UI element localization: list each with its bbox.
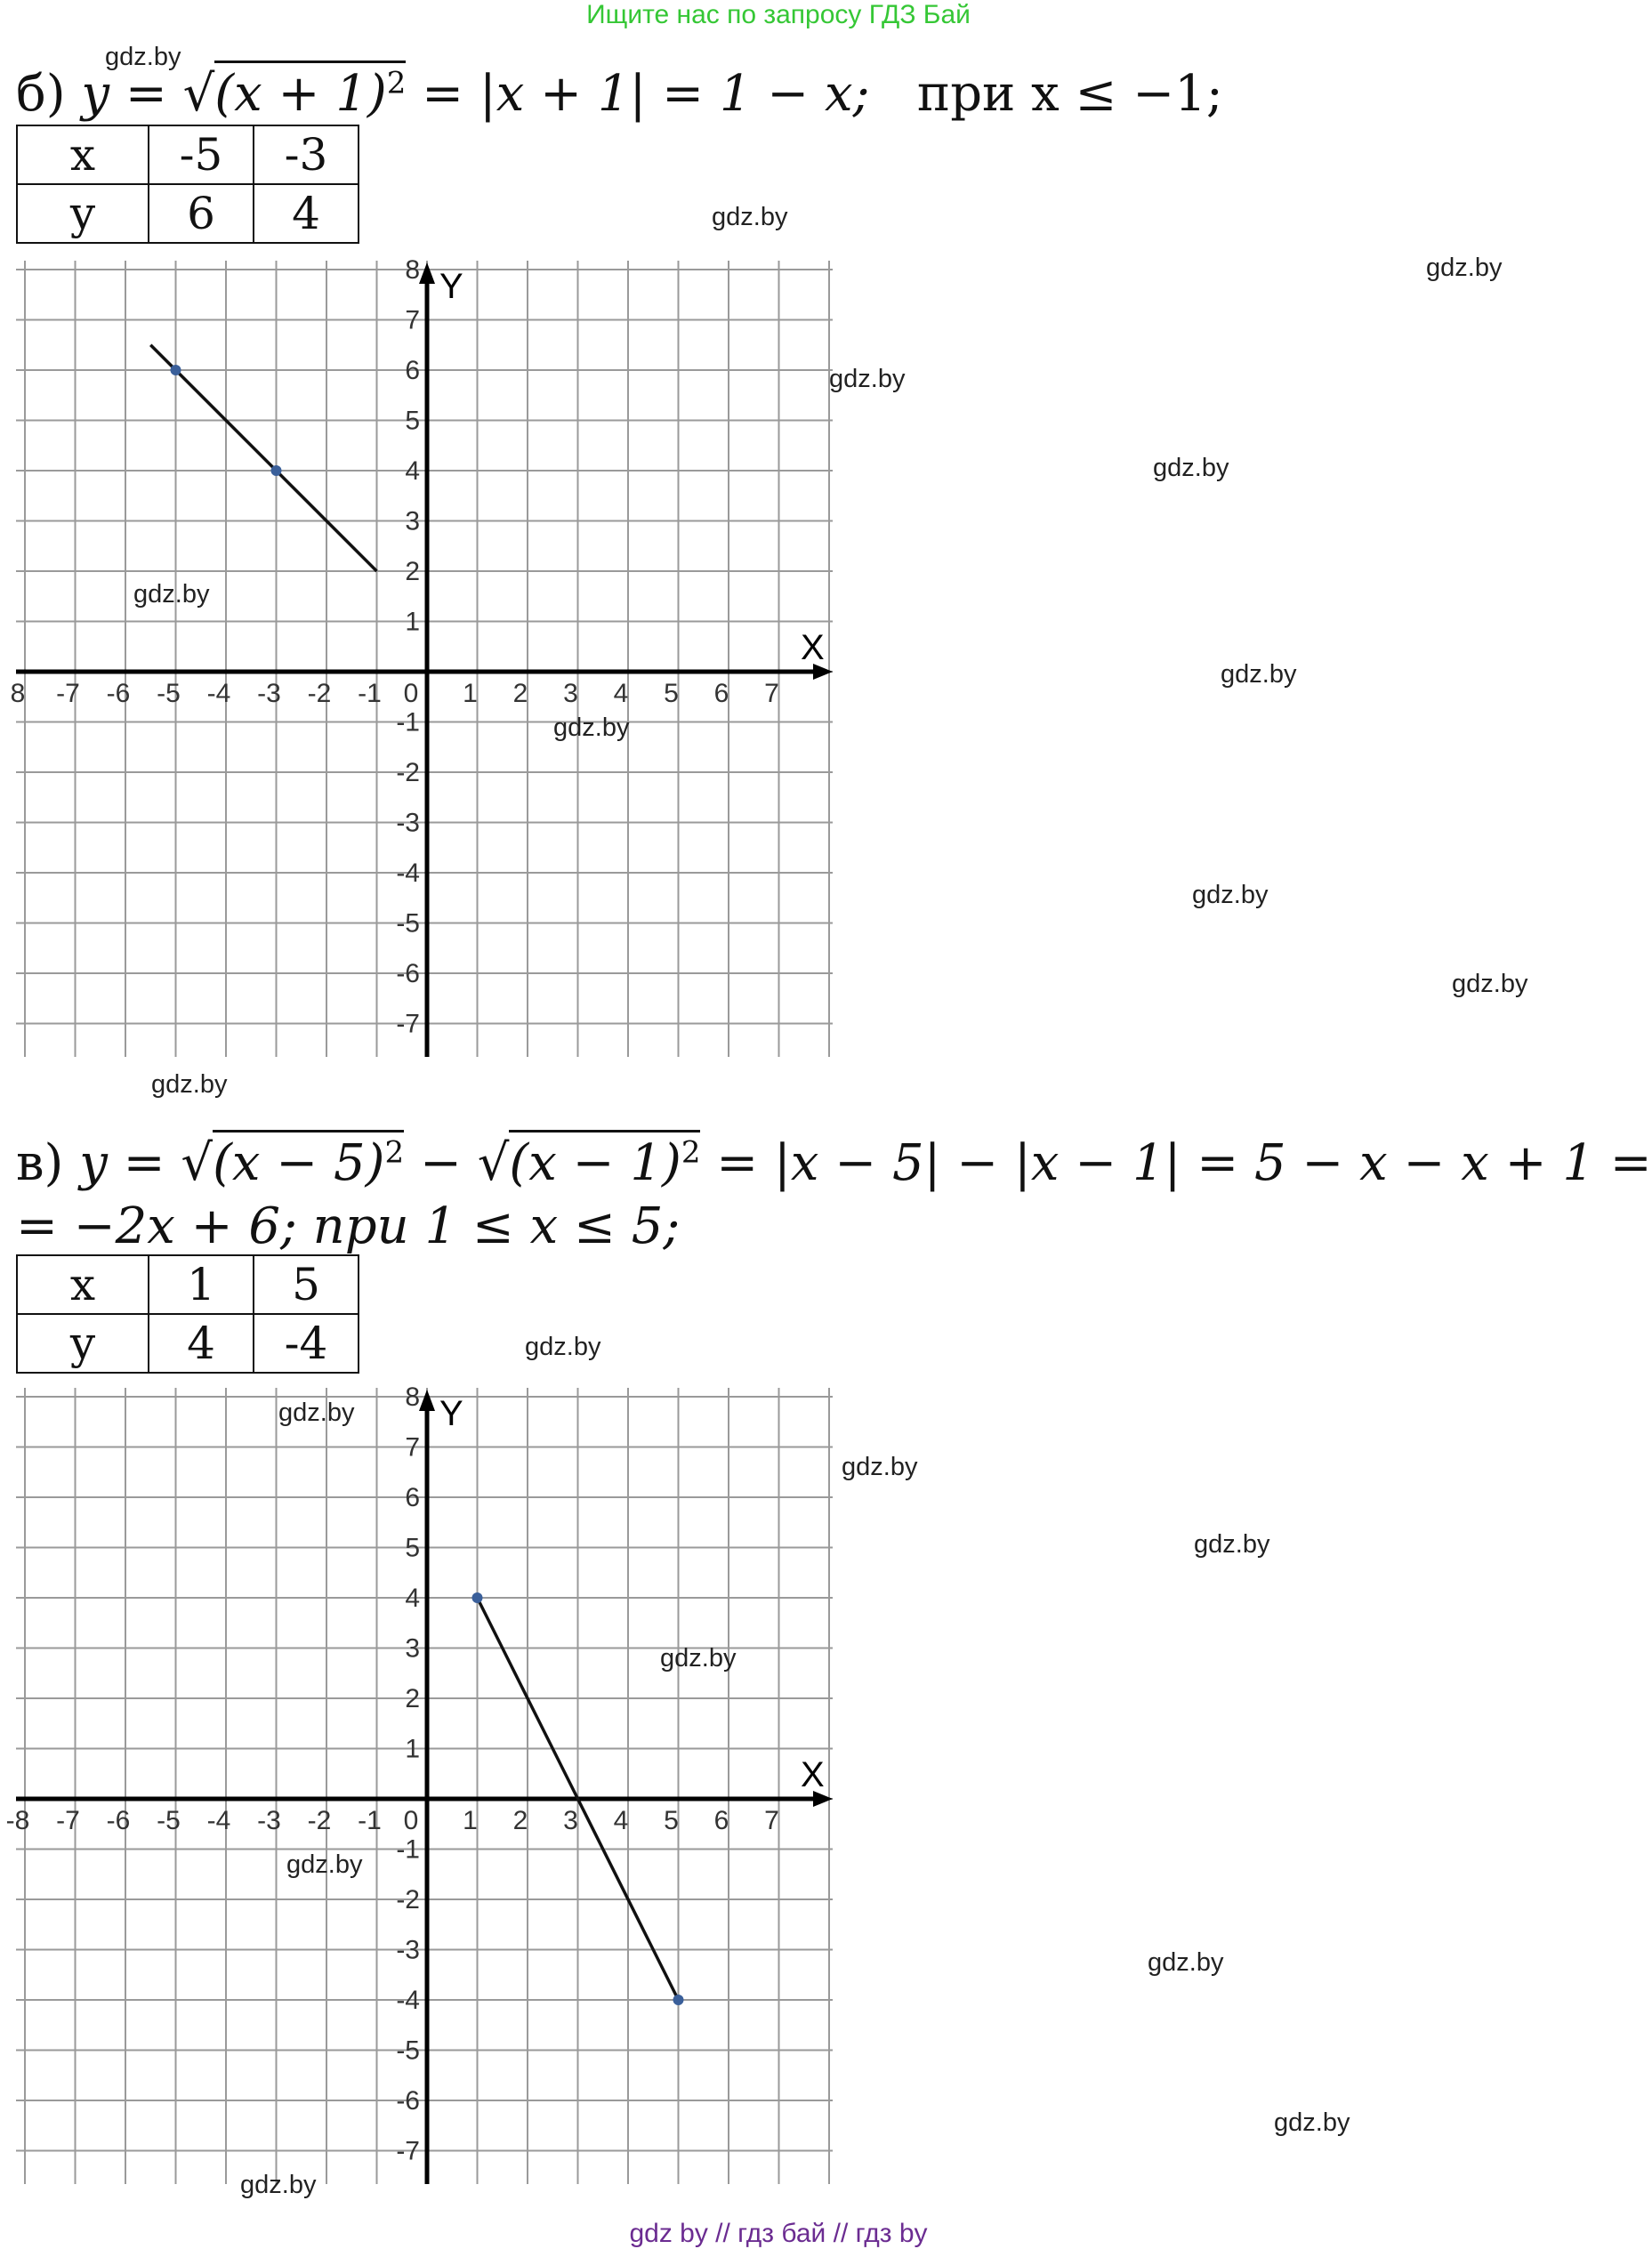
x-axis-label: X bbox=[801, 628, 825, 667]
formula-v-radicand1: (x − 5) bbox=[213, 1134, 385, 1192]
table-v-cell: 1 bbox=[149, 1255, 254, 1314]
y-tick-label: 6 bbox=[405, 356, 420, 385]
x-tick-label: 1 bbox=[463, 1806, 478, 1835]
y-tick-label: -7 bbox=[396, 2136, 420, 2166]
y-tick-label: -5 bbox=[396, 908, 420, 939]
data-point bbox=[673, 1995, 684, 2005]
table-b-cell: 4 bbox=[254, 184, 359, 243]
watermark: gdz.by bbox=[286, 1850, 363, 1879]
table-v-cell: 4 bbox=[149, 1314, 254, 1373]
y-tick-label: 7 bbox=[405, 1432, 420, 1463]
watermark: gdz.by bbox=[1194, 1530, 1270, 1559]
formula-b-lhs: y bbox=[81, 65, 110, 123]
watermark: gdz.by bbox=[842, 1453, 918, 1481]
x-tick-label: -4 bbox=[206, 679, 231, 708]
x-tick-label: -3 bbox=[257, 1806, 281, 1835]
watermark: gdz.by bbox=[105, 43, 181, 71]
formula-b-eq: = bbox=[125, 65, 167, 123]
watermark: gdz.by bbox=[660, 1644, 737, 1673]
formula-v-power2: 2 bbox=[681, 1134, 701, 1171]
table-v-row-x bbox=[17, 1255, 359, 1314]
y-tick-label: 5 bbox=[405, 406, 420, 436]
formula-v-rest: = |x − 5| − |x − 1| = 5 − x − x + 1 = bbox=[716, 1134, 1652, 1192]
formula-v-label: в) bbox=[16, 1134, 64, 1192]
x-tick-label: -8 bbox=[5, 1806, 30, 1835]
watermark: gdz.by bbox=[1221, 660, 1297, 689]
formula-b-condition: при x ≤ −1; bbox=[916, 65, 1223, 123]
formula-v bbox=[16, 1130, 1652, 1192]
formula-v-minus: − bbox=[419, 1134, 462, 1192]
x-tick-label: -4 bbox=[206, 1806, 231, 1835]
watermark: gdz.by bbox=[1148, 1948, 1224, 1977]
y-tick-label: -6 bbox=[396, 959, 420, 988]
watermark: gdz.by bbox=[1153, 454, 1229, 482]
data-point bbox=[472, 1592, 483, 1603]
watermark: gdz.by bbox=[1192, 881, 1269, 909]
formula-b-abs: = |x + 1| = 1 − x; bbox=[422, 65, 870, 123]
search-banner: Ищите нас по запросу ГДЗ Бай bbox=[586, 0, 971, 29]
x-tick-label: -6 bbox=[106, 1806, 131, 1835]
y-tick-label: 3 bbox=[405, 506, 420, 536]
y-tick-label: 1 bbox=[405, 607, 420, 637]
y-tick-label: 1 bbox=[405, 1734, 420, 1764]
table-b bbox=[16, 125, 359, 244]
footer-links: gdz by // гдз бай // гдз by bbox=[629, 2219, 928, 2248]
y-axis-arrow bbox=[419, 262, 435, 284]
x-tick-label: -3 bbox=[257, 679, 281, 708]
y-tick-label: 5 bbox=[405, 1533, 420, 1563]
y-axis-label: Y bbox=[439, 1394, 463, 1433]
table-b-cell: -5 bbox=[149, 125, 254, 184]
x-tick-label: -2 bbox=[307, 1806, 332, 1835]
x-tick-label: 5 bbox=[664, 679, 679, 708]
formula-b bbox=[16, 60, 1223, 123]
y-tick-label: 2 bbox=[405, 557, 420, 586]
y-tick-label: -6 bbox=[396, 2086, 420, 2116]
y-tick-label: -4 bbox=[396, 1986, 420, 2015]
table-v-row-y bbox=[17, 1314, 359, 1373]
formula-v-line2-text: = −2x + 6; при 1 ≤ x ≤ 5; bbox=[16, 1197, 681, 1255]
watermark: gdz.by bbox=[712, 203, 788, 231]
table-v-cell: 5 bbox=[254, 1255, 359, 1314]
x-tick-label: -1 bbox=[358, 1806, 382, 1835]
data-point bbox=[171, 365, 181, 375]
y-axis-label: Y bbox=[439, 267, 463, 306]
x-tick-label: 5 bbox=[664, 1806, 679, 1835]
table-b-cell: y bbox=[17, 184, 149, 243]
formula-b-power: 2 bbox=[386, 65, 407, 101]
y-tick-label: -2 bbox=[396, 758, 420, 787]
table-v-cell: y bbox=[17, 1314, 149, 1373]
x-tick-label: 6 bbox=[713, 679, 729, 708]
x-tick-label: -6 bbox=[106, 679, 131, 708]
watermark: gdz.by bbox=[553, 713, 630, 742]
x-tick-label: 2 bbox=[512, 1806, 528, 1835]
y-tick-label: 4 bbox=[405, 456, 420, 486]
formula-b-sqrt: $√(x + 1)^2$ bbox=[183, 60, 407, 123]
y-tick-label: 7 bbox=[405, 305, 420, 335]
y-tick-label: 8 bbox=[405, 255, 420, 285]
watermark: gdz.by bbox=[1452, 970, 1528, 998]
table-v-cell: x bbox=[17, 1255, 149, 1314]
y-tick-label: 4 bbox=[405, 1584, 420, 1613]
formula-v-lhs: y bbox=[79, 1134, 108, 1192]
x-tick-label: 1 bbox=[463, 679, 478, 708]
x-tick-label: 4 bbox=[613, 1806, 629, 1835]
x-tick-label: -7 bbox=[56, 679, 80, 708]
graph-segment bbox=[150, 345, 376, 571]
x-tick-label: 0 bbox=[403, 679, 419, 708]
y-tick-label: -7 bbox=[396, 1009, 420, 1039]
y-tick-label: 3 bbox=[405, 1633, 420, 1664]
watermark: gdz.by bbox=[240, 2171, 317, 2199]
y-axis-arrow bbox=[419, 1390, 435, 1411]
formula-v-radicand2: (x − 1) bbox=[509, 1134, 681, 1192]
formula-b-radicand: (x + 1) bbox=[214, 65, 387, 123]
formula-b-label: б) bbox=[16, 65, 66, 123]
x-tick-label: -5 bbox=[157, 1806, 181, 1835]
y-tick-label: -1 bbox=[396, 707, 420, 738]
y-tick-label: -2 bbox=[396, 1885, 420, 1914]
watermark: gdz.by bbox=[151, 1070, 228, 1099]
x-tick-label: 4 bbox=[613, 679, 629, 708]
x-tick-label: 7 bbox=[764, 1806, 779, 1835]
watermark: gdz.by bbox=[1274, 2108, 1350, 2137]
watermark: gdz.by bbox=[829, 365, 906, 393]
watermark: gdz.by bbox=[525, 1333, 601, 1361]
formula-v-sqrt1: $√(x - 5)^2$ bbox=[181, 1130, 404, 1192]
watermark: gdz.by bbox=[1426, 254, 1503, 282]
table-b-row-y bbox=[17, 184, 359, 243]
y-tick-label: -4 bbox=[396, 858, 420, 888]
table-b-cell: x bbox=[17, 125, 149, 184]
y-tick-label: -5 bbox=[396, 2035, 420, 2066]
x-tick-label: -5 bbox=[157, 679, 181, 708]
formula-v-eq: = bbox=[123, 1134, 165, 1192]
graph-b bbox=[10, 255, 833, 1057]
y-tick-label: 6 bbox=[405, 1483, 420, 1512]
formula-v-line2 bbox=[16, 1197, 680, 1255]
y-tick-label: -1 bbox=[396, 1834, 420, 1865]
table-b-cell: 6 bbox=[149, 184, 254, 243]
x-tick-label: 6 bbox=[713, 1806, 729, 1835]
x-tick-label: 3 bbox=[563, 1806, 578, 1835]
formula-v-power1: 2 bbox=[384, 1134, 405, 1171]
x-tick-label: -1 bbox=[358, 679, 382, 708]
watermark: gdz.by bbox=[133, 580, 210, 609]
table-b-cell: -3 bbox=[254, 125, 359, 184]
y-tick-label: 8 bbox=[405, 1382, 420, 1412]
x-tick-label: 7 bbox=[764, 679, 779, 708]
x-tick-label: -7 bbox=[56, 1806, 80, 1835]
y-tick-label: -3 bbox=[396, 1935, 420, 1965]
data-point bbox=[271, 465, 282, 476]
graph-v bbox=[5, 1382, 833, 2184]
x-tick-label: 2 bbox=[512, 679, 528, 708]
x-tick-label: 8 bbox=[10, 679, 26, 708]
y-tick-label: -3 bbox=[396, 808, 420, 838]
table-v-cell: -4 bbox=[254, 1314, 359, 1373]
formula-v-sqrt2: $√(x - 1)^2$ bbox=[478, 1130, 701, 1192]
table-v bbox=[16, 1254, 359, 1374]
x-axis-label: X bbox=[801, 1755, 825, 1794]
watermark: gdz.by bbox=[278, 1399, 355, 1427]
x-tick-label: -2 bbox=[307, 679, 332, 708]
x-tick-label: 0 bbox=[403, 1806, 419, 1835]
y-tick-label: 2 bbox=[405, 1684, 420, 1713]
table-b-row-x bbox=[17, 125, 359, 184]
x-tick-label: 3 bbox=[563, 679, 578, 708]
